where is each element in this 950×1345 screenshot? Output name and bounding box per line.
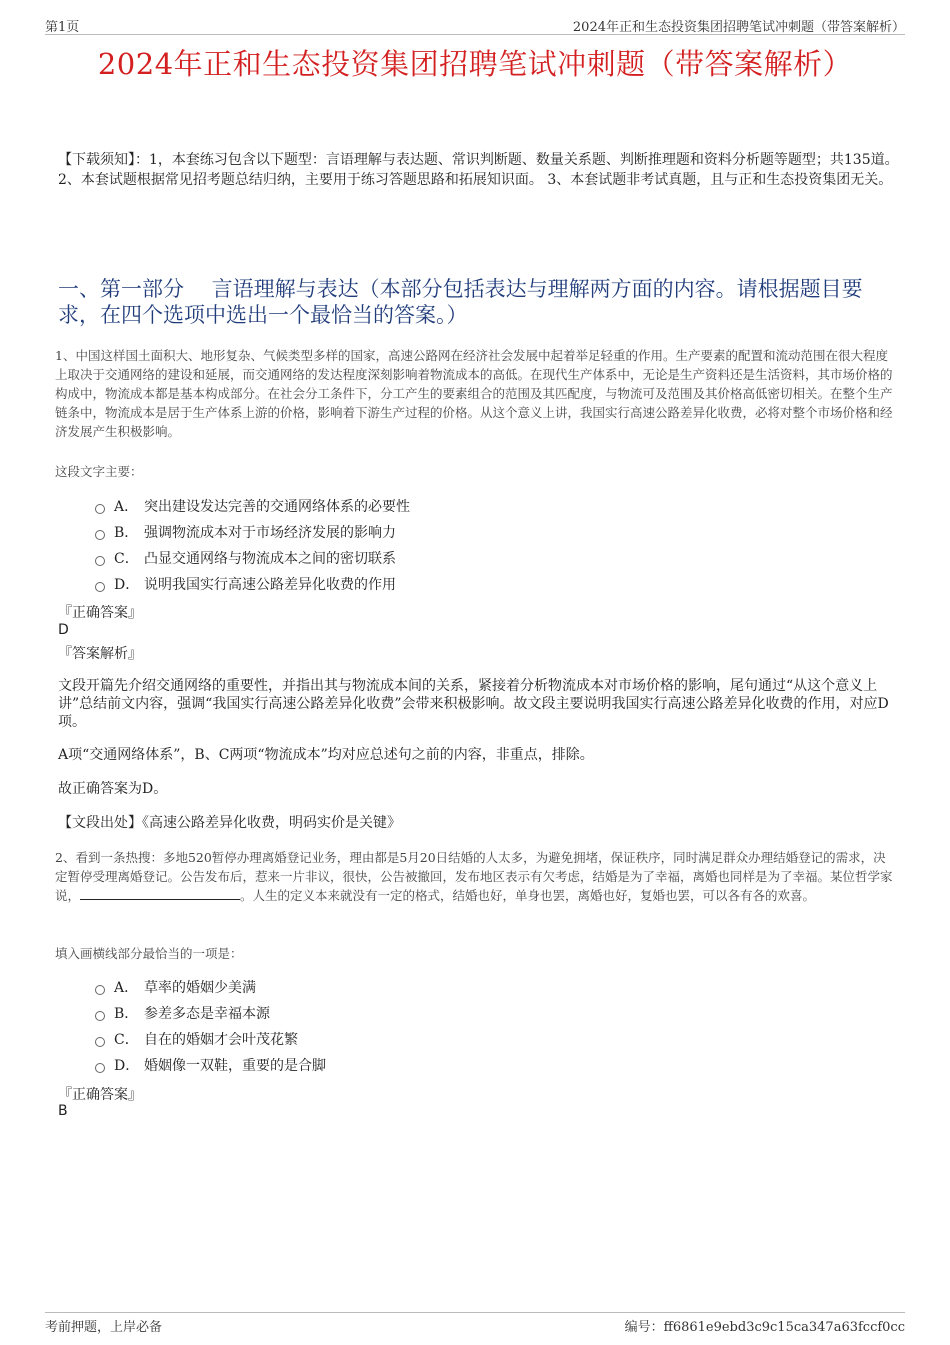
document-id: 编号：ff6861e9ebd3c9c15ca347a63fccf0cc xyxy=(624,1320,905,1335)
option-letter: A． xyxy=(114,980,139,996)
question-1-text: 1、中国这样国土面积大、地形复杂、气候类型多样的国家，高速公路网在经济社会发展中起着举足轻重的作用。生产要素的配置和流动范围在很大程度上取决于交通网络的建设和延展，而交通网络的发达程度深刻影响着物流成本的高低。在现代生产体系中，无论是生产资料还是生活资料，其市场价格的构成中，物流成本都是基本构成部分。在社会分工条件下，分工产生的要素组合的范围及其匹配度，与物流可及范围及其价格高低密切相关。在整个生产链条中，物流成本是居于生产体系上游的价格，影响着下游生产过程的价格。从这个意义上讲，我国实行高速公路差异化收费，必将对整个市场价格和经济发展产生积极影响。 xyxy=(55,348,893,439)
option-letter: B． xyxy=(114,525,139,541)
radio-icon[interactable] xyxy=(95,985,105,995)
option-d[interactable] xyxy=(95,1052,326,1078)
option-text: 突出建设发达完善的交通网络体系的必要性 xyxy=(144,499,410,515)
option-text: 参差多态是幸福本源 xyxy=(144,1006,270,1022)
section-title: 一、第一部分 言语理解与表达（本部分包括表达与理解两方面的内容。请根据题目要求，在四个选项中选出一个最恰当的答案。） xyxy=(58,277,863,327)
option-a[interactable] xyxy=(95,493,410,519)
header-doc-title: 2024年正和生态投资集团招聘笔试冲刺题（带答案解析） xyxy=(572,20,905,35)
radio-icon[interactable] xyxy=(95,1037,105,1047)
source-citation: 【文段出处】《高速公路差异化收费，明码实价是关键》 xyxy=(58,815,401,831)
analysis-paragraph-2: A项“交通网络体系”，B、C两项“物流成本”均对应总述句之前的内容，非重点，排除。 xyxy=(58,747,594,763)
question-2-text xyxy=(55,848,895,905)
answer-label: 『正确答案』 xyxy=(58,1087,142,1103)
analysis-paragraph-1: 文段开篇先介绍交通网络的重要性，并指出其与物流成本间的关系，紧接着分析物流成本对市场价格的影响，尾句通过“从这个意义上讲”总结前文内容，强调“我国实行高速公路差异化收费”会带来积极影响。故文段主要说明我国实行高速公路差异化收费的作用，对应D项。 xyxy=(58,678,889,730)
radio-icon[interactable] xyxy=(95,504,105,514)
question-2-text-before: 2、看到一条热搜：多地520暂停办理离婚登记业务，理由都是5月20日结婚的人太多，为避免拥堵，保证秩序，同时满足群众办理结婚登记的需求，决定暂停受理离婚登记。公告发布后，惹来一片非议，很快，公告被撤回，发布地区表示有欠考虑，结婚是为了幸福，离婚也同样是为了幸福。某位哲学家说， xyxy=(55,850,893,903)
answer-label: 『正确答案』 xyxy=(58,605,142,621)
page-number: 第1页 xyxy=(45,20,80,35)
option-b[interactable] xyxy=(95,519,410,545)
download-notice: 【下载须知】：1，本套练习包含以下题型：言语理解与表达题、常识判断题、数量关系题、判断推理题和资料分析题等题型；共135道。 2、本套试题根据常见招考题总结归纳，主要用于练习答题思路和拓展知识面。 3、本套试题非考试真题，且与正和生态投资集团无关。 xyxy=(58,152,899,188)
option-text: 草率的婚姻少美满 xyxy=(144,980,256,996)
option-d[interactable] xyxy=(95,571,410,597)
footer-slogan: 考前押题，上岸必备 xyxy=(45,1320,163,1335)
option-text: 自在的婚姻才会叶茂花繁 xyxy=(144,1032,298,1048)
radio-icon[interactable] xyxy=(95,582,105,592)
page-footer xyxy=(45,1312,905,1335)
option-text: 凸显交通网络与物流成本之间的密切联系 xyxy=(144,551,396,567)
radio-icon[interactable] xyxy=(95,1011,105,1021)
radio-icon[interactable] xyxy=(95,1063,105,1073)
radio-icon[interactable] xyxy=(95,556,105,566)
option-c[interactable] xyxy=(95,545,410,571)
option-letter: C． xyxy=(114,1032,139,1048)
option-letter: B． xyxy=(114,1006,139,1022)
option-a[interactable] xyxy=(95,974,326,1000)
option-b[interactable] xyxy=(95,1000,326,1026)
option-letter: D． xyxy=(114,1058,140,1074)
correct-answer: D xyxy=(58,622,69,638)
question-2-prompt: 填入画横线部分最恰当的一项是： xyxy=(55,946,243,961)
option-c[interactable] xyxy=(95,1026,326,1052)
option-letter: D． xyxy=(114,577,140,593)
option-letter: C． xyxy=(114,551,139,567)
analysis-paragraph-3: 故正确答案为D。 xyxy=(58,781,168,797)
question-2-text-after: 。人生的定义本来就没有一定的格式，结婚也好，单身也罢，离婚也好，复婚也罢，可以各有各的欢喜。 xyxy=(240,888,816,903)
question-2-options xyxy=(95,974,326,1078)
analysis-label: 『答案解析』 xyxy=(58,646,142,662)
fill-blank xyxy=(80,887,240,900)
radio-icon[interactable] xyxy=(95,530,105,540)
question-1-prompt: 这段文字主要： xyxy=(55,464,143,479)
page-header xyxy=(45,14,905,35)
option-text: 强调物流成本对于市场经济发展的影响力 xyxy=(144,525,396,541)
question-1-options xyxy=(95,493,410,597)
option-text: 说明我国实行高速公路差异化收费的作用 xyxy=(144,577,396,593)
page-title: 2024年正和生态投资集团招聘笔试冲刺题（带答案解析） xyxy=(97,47,853,81)
option-letter: A． xyxy=(114,499,139,515)
option-text: 婚姻像一双鞋，重要的是合脚 xyxy=(144,1058,326,1074)
correct-answer: B xyxy=(58,1103,68,1119)
